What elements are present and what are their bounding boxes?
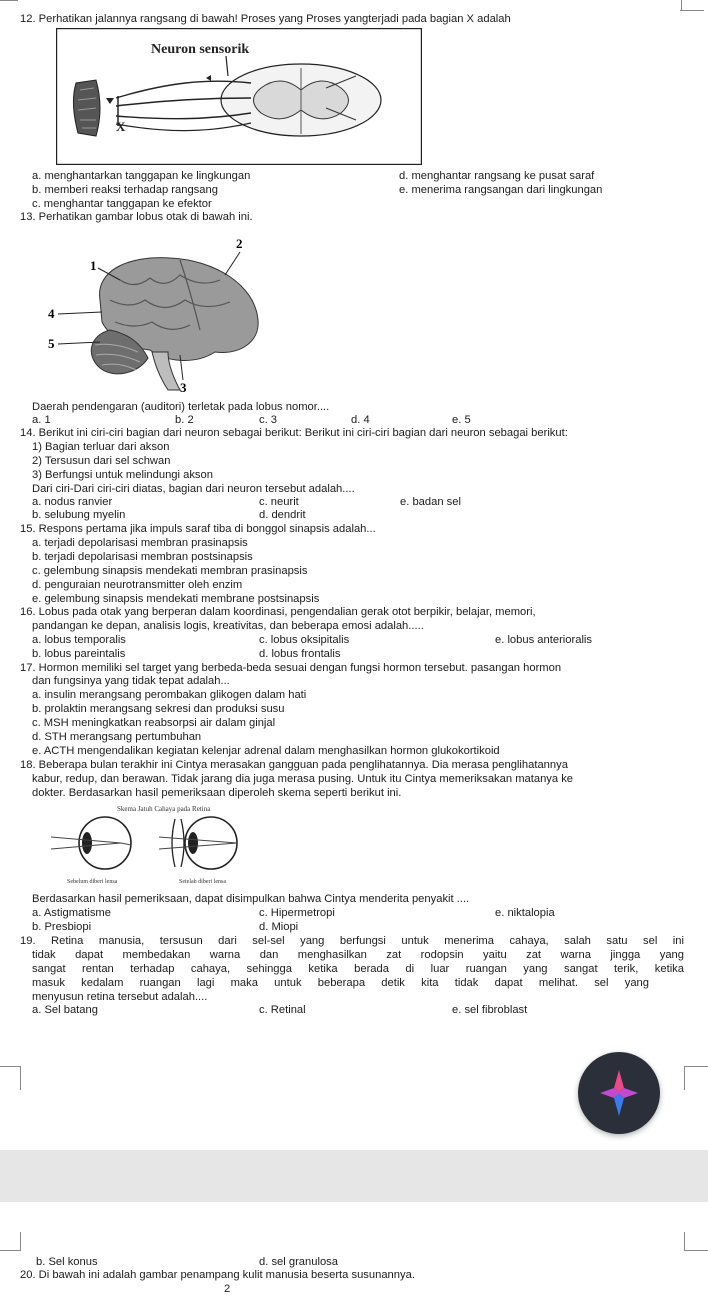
q12-opt-b[interactable]: b. memberi reaksi terhadap rangsang (32, 184, 218, 196)
q13-opt-e[interactable]: e. 5 (452, 414, 471, 426)
svg-text:2: 2 (236, 236, 243, 251)
q14-opt-b[interactable]: b. selubung myelin (32, 509, 126, 521)
crop-mark (684, 1250, 708, 1251)
crop-mark (684, 1066, 708, 1067)
q15-opt-c[interactable]: c. gelembung sinapsis mendekati membran prasinapsis (32, 565, 308, 577)
q19-opt-b[interactable]: b. Sel konus (36, 1256, 98, 1268)
q15-opt-d[interactable]: d. penguraian neurotransmitter oleh enzim (32, 579, 243, 591)
eye-figure-title: Skema Jatuh Cahaya pada Retina (117, 805, 211, 813)
q19-opt-a[interactable]: a. Sel batang (32, 1004, 98, 1016)
label-x: X (116, 119, 126, 134)
crop-mark (20, 1232, 21, 1250)
q18-opt-b[interactable]: b. Presbiopi (32, 921, 92, 933)
q14-stem: 14. Berikut ini ciri-ciri bagian dari neuron sebagai berikut: Berikut ini ciri-ciri bagian dari neuron sebagai berikut: (20, 427, 568, 439)
q16-opt-b[interactable]: b. lobus pareintalis (32, 648, 126, 660)
q17-opt-b[interactable]: b. prolaktin merangsang sekresi dan produksi susu (32, 703, 285, 715)
q14-opt-a[interactable]: a. nodus ranvier (32, 496, 113, 508)
q19-line-1: 19. Retina manusia, tersusun dari sel-sel yang berfungsi untuk menerima cahaya, salah satu sel ini (20, 935, 684, 947)
q19-opt-c[interactable]: c. Retinal (259, 1004, 306, 1016)
q17-stem-1: 17. Hormon memiliki sel target yang berbeda-beda sesuai dengan fungsi hormon tersebut. pasangan hormon (20, 662, 562, 674)
crop-mark (680, 10, 704, 33)
crop-mark (684, 1066, 685, 1090)
q18-opt-e[interactable]: e. niktalopia (495, 907, 555, 919)
q12-opt-e[interactable]: e. menerima rangsangan dari lingkungan (399, 184, 603, 196)
q19-opt-e[interactable]: e. sel fibroblast (452, 1004, 528, 1016)
crop-mark (20, 1066, 21, 1090)
eye-figure (47, 801, 265, 887)
crop-mark (0, 1066, 20, 1067)
q19-line-2: tidak dapat membedakan warna dan menghasilkan zat rodopsin yaitu zat warna jingga yang (32, 949, 684, 961)
q18-stem-1: 18. Beberapa bulan terakhir ini Cintya merasakan gangguan pada penglihatannya. Dia merasa penglihatannya (20, 759, 568, 771)
q14-opt-e[interactable]: e. badan sel (400, 496, 461, 508)
q14-item-1: 1) Bagian terluar dari akson (32, 441, 170, 453)
neuron-figure (56, 28, 422, 165)
q18-opt-a[interactable]: a. Astigmatisme (32, 907, 111, 919)
q14-opt-c[interactable]: c. neurit (259, 496, 299, 508)
q19-line-3: sangat rentan terhadap cahaya, sehingga ketika berada di luar ruangan yang sangat terik, ketika (32, 963, 684, 975)
q13-opt-d[interactable]: d. 4 (351, 414, 370, 426)
q16-opt-a[interactable]: a. lobus temporalis (32, 634, 126, 646)
q17-opt-a[interactable]: a. insulin merangsang perombakan glikogen dalam hati (32, 689, 307, 701)
caption-after: Setelah diberi lensa (179, 879, 226, 885)
caption-before: Sebelum diberi lensa (67, 879, 118, 885)
q13-opt-c[interactable]: c. 3 (259, 414, 278, 426)
q19-line-5: menyusun retina tersebut adalah.... (32, 991, 208, 1003)
q16-stem-2: pandangan ke depan, analisis logis, kreativitas, dan beberapa emosi adalah..... (32, 620, 424, 632)
q13-question: Daerah pendengaran (auditori) terletak pada lobus nomor.... (32, 401, 330, 413)
q18-stem-2: kabur, redup, dan berawan. Tidak jarang dia juga merasa pusing. Untuk itu Cintya memeriksakan matanya ke (32, 773, 574, 785)
page-divider (0, 1150, 708, 1202)
ai-assistant-button[interactable] (578, 1052, 660, 1134)
q14-question: Dari ciri-Dari ciri-ciri diatas, bagian dari neuron tersebut adalah.... (32, 483, 355, 495)
q18-opt-d[interactable]: d. Miopi (259, 921, 299, 933)
sparkle-icon (578, 1052, 660, 1134)
crop-mark (684, 1232, 685, 1250)
q16-opt-c[interactable]: c. lobus oksipitalis (259, 634, 350, 646)
crop-mark (0, 1250, 21, 1251)
q19-opt-d[interactable]: d. sel granulosa (259, 1256, 338, 1268)
svg-text:1: 1 (90, 258, 97, 273)
q12-opt-a[interactable]: a. menghantarkan tanggapan ke lingkungan (32, 170, 251, 182)
brain-figure (40, 230, 270, 398)
q17-opt-e[interactable]: e. ACTH mengendalikan kegiatan kelenjar adrenal dalam menghasilkan hormon glukokortikoid (32, 745, 500, 757)
q14-opt-d[interactable]: d. dendrit (259, 509, 306, 521)
q15-opt-a[interactable]: a. terjadi depolarisasi membran prasinapsis (32, 537, 248, 549)
q13-opt-a[interactable]: a. 1 (32, 414, 51, 426)
crop-mark (0, 0, 18, 23)
q16-stem-1: 16. Lobus pada otak yang berperan dalam koordinasi, pengendalian gerak otot berpikir, belajar, memori, (20, 606, 536, 618)
q14-item-2: 2) Tersusun dari sel schwan (32, 455, 171, 467)
q18-question: Berdasarkan hasil pemeriksaan, dapat disimpulkan bahwa Cintya menderita penyakit .... (32, 893, 470, 905)
q18-stem-3: dokter. Berdasarkan hasil pemeriksaan diperoleh skema seperti berikut ini. (32, 787, 402, 799)
q12-opt-d[interactable]: d. menghantar rangsang ke pusat saraf (399, 170, 595, 182)
q12-stem: 12. Perhatikan jalannya rangsang di bawah! Proses yang Proses yangterjadi pada bagian X adalah (20, 13, 511, 25)
q17-opt-c[interactable]: c. MSH meningkatkan reabsorpsi air dalam ginjal (32, 717, 276, 729)
q15-opt-b[interactable]: b. terjadi depolarisasi membran postsinapsis (32, 551, 253, 563)
svg-text:5: 5 (48, 336, 55, 351)
q16-opt-e[interactable]: e. lobus anterioralis (495, 634, 593, 646)
svg-text:3: 3 (180, 380, 187, 395)
svg-text:4: 4 (48, 306, 55, 321)
q13-opt-b[interactable]: b. 2 (175, 414, 194, 426)
q12-opt-c[interactable]: c. menghantar tanggapan ke efektor (32, 198, 212, 210)
q16-opt-d[interactable]: d. lobus frontalis (259, 648, 341, 660)
q14-item-3: 3) Berfungsi untuk melindungi akson (32, 469, 213, 481)
q15-stem: 15. Respons pertama jika impuls saraf tiba di bonggol sinapsis adalah... (20, 523, 376, 535)
q19-line-4: masuk kedalam ruangan lagi maka untuk beberapa detik kita tidak dapat melihat. sel yang (32, 977, 649, 989)
crop-mark (680, 0, 682, 10)
q13-stem: 13. Perhatikan gambar lobus otak di bawah ini. (20, 211, 253, 223)
neuron-figure-title: Neuron sensorik (151, 42, 250, 57)
page-number: 2 (224, 1283, 231, 1295)
q20-stem: 20. Di bawah ini adalah gambar penampang kulit manusia beserta susunannya. (20, 1269, 415, 1281)
q17-stem-2: dan fungsinya yang tidak tepat adalah... (32, 675, 230, 687)
q17-opt-d[interactable]: d. STH merangsang pertumbuhan (32, 731, 202, 743)
q15-opt-e[interactable]: e. gelembung sinapsis mendekati membrane postsinapsis (32, 593, 320, 605)
q18-opt-c[interactable]: c. Hipermetropi (259, 907, 335, 919)
